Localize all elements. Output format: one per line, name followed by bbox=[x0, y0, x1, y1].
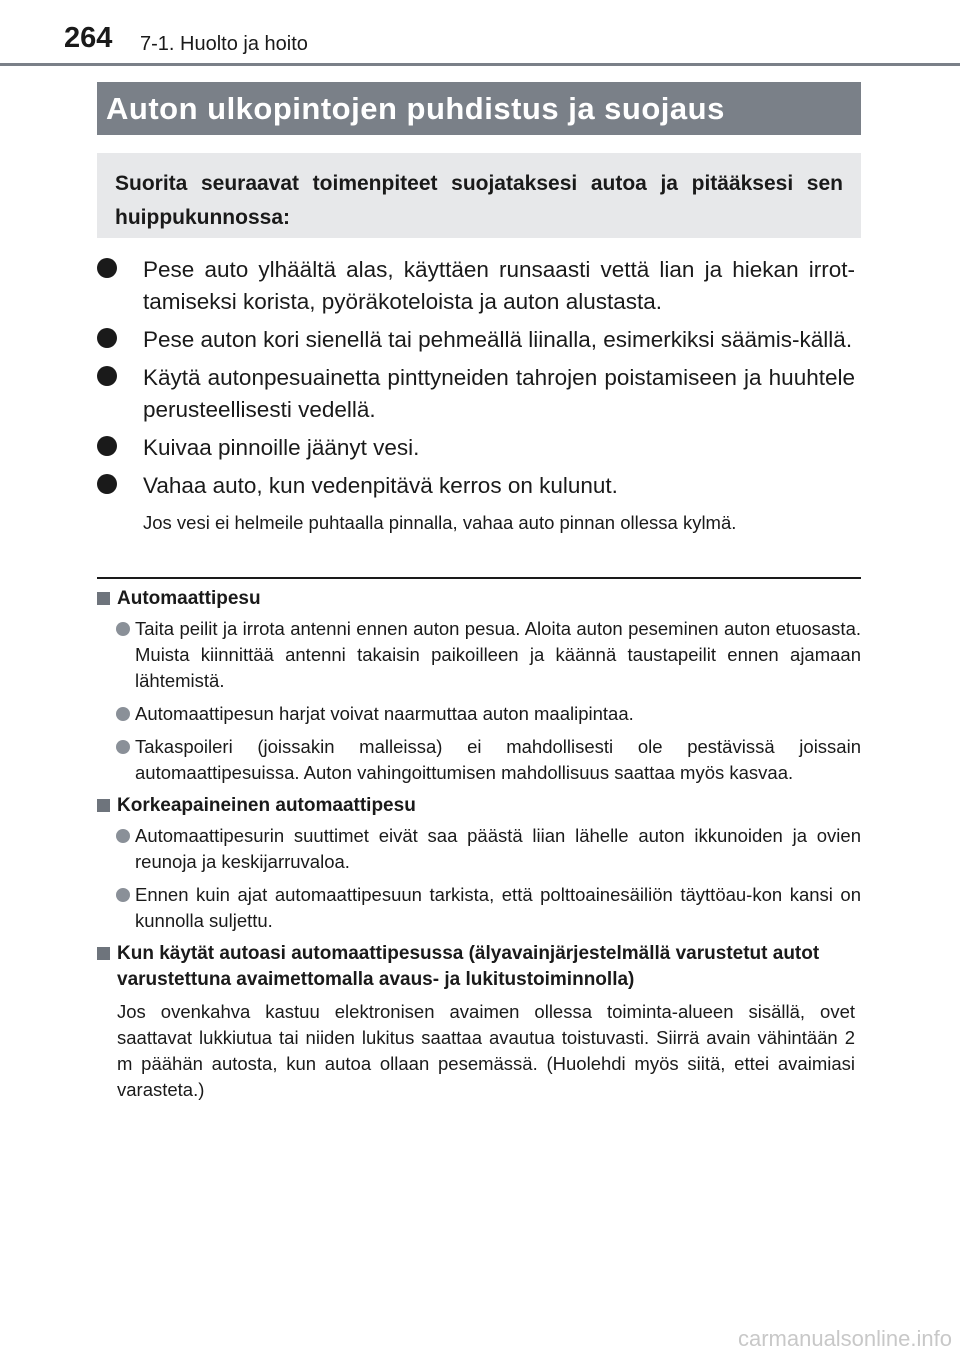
sub-bullet-text: Takaspoileri (joissakin malleissa) ei mahdollisesti ole pestävissä joissain automaattipesuissa. Auton vahingoittumisen mahdollisuus saattaa myös kasvaa. bbox=[135, 736, 861, 783]
note-heading-text: Automaattipesu bbox=[117, 588, 261, 609]
main-bullet-item bbox=[97, 432, 855, 464]
grey-square-bullet-icon bbox=[97, 947, 110, 960]
grey-square-bullet-icon bbox=[97, 592, 110, 605]
sub-bullet-item bbox=[97, 823, 861, 875]
sub-bullet-text: Automaattipesun harjat voivat naarmuttaa auton maalipintaa. bbox=[135, 703, 634, 724]
main-bullet-text: Käytä autonpesuainetta pinttyneiden tahrojen poistamiseen ja huuhtele perusteellisesti vedellä. bbox=[143, 365, 855, 422]
filled-circle-bullet-icon bbox=[97, 474, 117, 494]
grey-square-bullet-icon bbox=[97, 799, 110, 812]
filled-circle-bullet-icon bbox=[97, 258, 117, 278]
section-label: 7-1. Huolto ja hoito bbox=[140, 33, 308, 55]
filled-circle-bullet-icon bbox=[97, 436, 117, 456]
note-heading-text: Kun käytät autoasi automaattipesussa (älyavainjärjestelmällä varustetut autot varustettuna avaimettomalla avaus- ja lukitustoiminnolla) bbox=[117, 943, 820, 990]
page-number: 264 bbox=[64, 22, 113, 54]
page-header bbox=[0, 0, 960, 66]
notes-section bbox=[97, 586, 861, 1103]
filled-circle-bullet-icon bbox=[97, 366, 117, 386]
intro-box: Suorita seuraavat toimenpiteet suojataksesi autoa ja pitääksesi sen huippukunnossa: bbox=[97, 153, 861, 238]
main-bullet-item bbox=[97, 470, 855, 502]
note-paragraph: Jos ovenkahva kastuu elektronisen avaimen ollessa toiminta-alueen sisällä, ovet saattavat lukkiutua tai niiden lukitus saattaa avautua toistuvasti. Siirrä avain vähintään 2 m päähän autosta, kun autoa ollaan pesemässä. (Huolehdi myös siitä, ettei avaimiasi varasteta.) bbox=[117, 1001, 855, 1100]
note-heading bbox=[97, 941, 861, 993]
sub-bullet-item bbox=[97, 882, 861, 934]
page-title: Auton ulkopintojen puhdistus ja suojaus bbox=[97, 82, 861, 135]
main-bullet-list bbox=[97, 254, 855, 536]
grey-circle-bullet-icon bbox=[116, 829, 130, 843]
grey-circle-bullet-icon bbox=[116, 740, 130, 754]
grey-circle-bullet-icon bbox=[116, 707, 130, 721]
main-bullet-text: Kuivaa pinnoille jäänyt vesi. bbox=[143, 435, 420, 460]
section-divider bbox=[97, 577, 861, 579]
sub-bullet-text: Taita peilit ja irrota antenni ennen auton pesua. Aloita auton peseminen auton etuosasta. Muista kiinnittää antenni takaisin paikoilleen ja käännä taustapeilit ennen ajamaan lähtemistä. bbox=[135, 618, 861, 691]
watermark: carmanualsonline.info bbox=[737, 1326, 952, 1351]
main-bullet-text: Pese auton kori sienellä tai pehmeällä liinalla, esimerkiksi säämis-källä. bbox=[143, 327, 853, 352]
grey-circle-bullet-icon bbox=[116, 888, 130, 902]
sub-bullet-text: Automaattipesurin suuttimet eivät saa päästä liian lähelle auton ikkunoiden ja ovien reunoja ja keskijarruvaloa. bbox=[135, 825, 861, 872]
wax-note: Jos vesi ei helmeile puhtaalla pinnalla, vahaa auto pinnan ollessa kylmä. bbox=[143, 512, 737, 533]
grey-circle-bullet-icon bbox=[116, 622, 130, 636]
sub-bullet-item bbox=[97, 734, 861, 786]
sub-bullet-item bbox=[97, 616, 861, 694]
note-heading-text: Korkeapaineinen automaattipesu bbox=[117, 795, 416, 816]
main-bullet-item bbox=[97, 362, 855, 426]
main-bullet-item bbox=[97, 324, 855, 356]
header-rule bbox=[0, 63, 960, 66]
main-bullet-text: Pese auto ylhäältä alas, käyttäen runsaasti vettä lian ja hiekan irrot-tamiseksi korista, pyöräkoteloista ja auton alustasta. bbox=[143, 257, 855, 314]
filled-circle-bullet-icon bbox=[97, 328, 117, 348]
sub-bullet-text: Ennen kuin ajat automaattipesuun tarkista, että polttoainesäiliön täyttöau-kon kansi on kunnolla suljettu. bbox=[135, 884, 861, 931]
note-heading bbox=[97, 586, 861, 612]
note-heading bbox=[97, 793, 861, 819]
main-bullet-item bbox=[97, 254, 855, 318]
sub-bullet-item bbox=[97, 701, 861, 727]
main-bullet-text: Vahaa auto, kun vedenpitävä kerros on kulunut. bbox=[143, 473, 618, 498]
